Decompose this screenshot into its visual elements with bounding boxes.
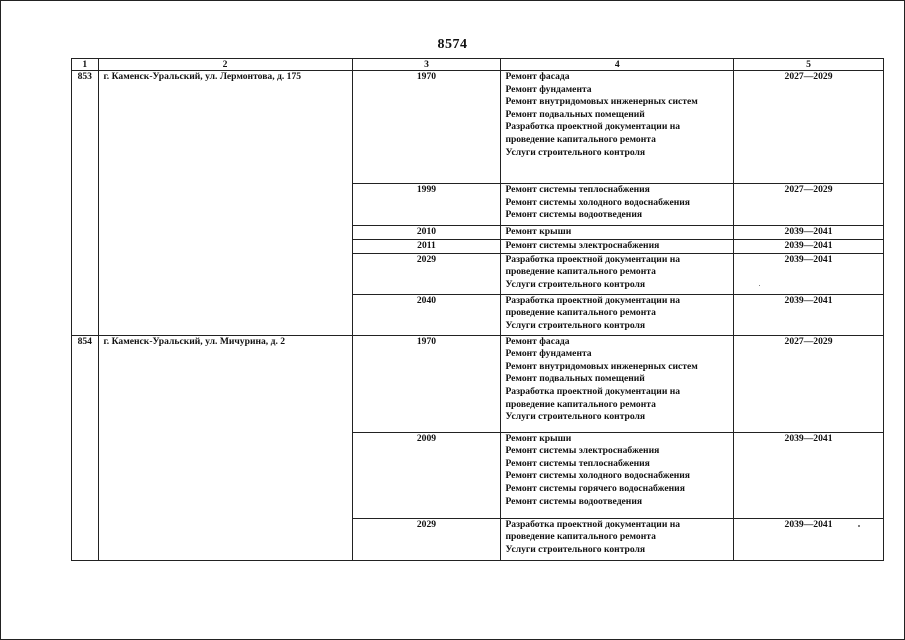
header-col-4: 4: [501, 59, 734, 71]
work-item: Ремонт системы холодного водоснабжения: [505, 470, 690, 482]
work-item: Ремонт системы холодного водоснабжения: [505, 196, 690, 208]
work-item: Ремонт фасада: [505, 71, 570, 82]
works-list: [501, 71, 734, 184]
planned-year: 2011: [352, 240, 501, 254]
repair-period: 2039—2041: [734, 294, 884, 335]
record-address: г. Каменск-Уральский, ул. Лермонтова, д. 175: [98, 71, 352, 336]
table-body: [72, 71, 884, 561]
scan-speck: [858, 525, 860, 527]
work-item: Ремонт подвальных помещений: [505, 108, 645, 120]
work-item: проведение капитального ремонта: [505, 266, 656, 278]
works-list: [501, 335, 734, 432]
table-row: [72, 71, 884, 184]
repair-period: 2039—2041: [734, 432, 884, 518]
repair-period: 2027—2029: [734, 71, 884, 184]
work-item: Услуги строительного контроля: [505, 543, 646, 555]
repair-period: 2039—2041: [734, 240, 884, 254]
work-item: Разработка проектной документации на: [505, 121, 681, 133]
works-list: [501, 184, 734, 226]
planned-year: 2029: [352, 253, 501, 294]
planned-year: 2009: [352, 432, 501, 518]
work-item: Разработка проектной документации на: [505, 253, 681, 265]
work-item: проведение капитального ремонта: [505, 133, 656, 145]
work-item: Ремонт системы электроснабжения: [505, 240, 660, 251]
planned-year: 1970: [352, 335, 501, 432]
scan-speck: [759, 285, 760, 286]
works-list: [501, 240, 734, 254]
work-item: Ремонт системы теплоснабжения: [505, 184, 650, 195]
work-item: проведение капитального ремонта: [505, 398, 656, 410]
planned-year: 2010: [352, 226, 501, 240]
work-item: Услуги строительного контроля: [505, 319, 646, 331]
work-item: Разработка проектной документации на: [505, 518, 681, 530]
repair-period: 2039—2041: [734, 518, 884, 560]
work-item: Ремонт системы горячего водоснабжения: [505, 482, 685, 494]
works-list: [501, 226, 734, 240]
header-col-3: 3: [352, 59, 501, 71]
work-item: Услуги строительного контроля: [505, 411, 646, 423]
header-col-5: 5: [734, 59, 884, 71]
works-list: [501, 518, 734, 560]
record-number: 853: [72, 71, 99, 336]
work-item: Ремонт внутридомовых инженерных систем: [505, 96, 698, 108]
planned-year: 2040: [352, 294, 501, 335]
record-number: 854: [72, 335, 99, 560]
planned-year: 2029: [352, 518, 501, 560]
work-item: Ремонт внутридомовых инженерных систем: [505, 360, 698, 372]
work-item: Ремонт системы электроснабжения: [505, 445, 660, 457]
work-item: Ремонт крыши: [505, 226, 572, 237]
repair-period: 2027—2029: [734, 184, 884, 226]
works-list: [501, 294, 734, 335]
work-item: Ремонт подвальных помещений: [505, 373, 645, 385]
repair-period: 2039—2041: [734, 226, 884, 240]
work-item: Ремонт системы теплоснабжения: [505, 457, 650, 469]
planned-year: 1999: [352, 184, 501, 226]
work-item: Ремонт фундамента: [505, 348, 592, 360]
header-row: [72, 59, 884, 71]
work-item: Услуги строительного контроля: [505, 278, 646, 290]
work-item: Ремонт крыши: [505, 432, 572, 444]
work-item: Ремонт системы водоотведения: [505, 209, 643, 221]
repair-period: 2027—2029: [734, 335, 884, 432]
header-col-2: 2: [98, 59, 352, 71]
works-list: [501, 432, 734, 518]
page-number: 8574: [437, 37, 468, 52]
work-item: проведение капитального ремонта: [505, 531, 656, 543]
work-item: Ремонт фундамента: [505, 83, 592, 95]
work-item: Разработка проектной документации на: [505, 294, 681, 306]
record-address: г. Каменск-Уральский, ул. Мичурина, д. 2: [98, 335, 352, 560]
header-col-1: 1: [72, 59, 99, 71]
work-item: Ремонт системы водоотведения: [505, 495, 643, 507]
work-item: Услуги строительного контроля: [505, 146, 646, 158]
capital-repair-table: [71, 58, 884, 561]
table-header: [72, 59, 884, 71]
work-item: Разработка проектной документации на: [505, 385, 681, 397]
planned-year: 1970: [352, 71, 501, 184]
work-item: Ремонт фасада: [505, 335, 570, 347]
repair-period: 2039—2041: [734, 253, 884, 294]
table-row: [72, 335, 884, 432]
work-item: проведение капитального ремонта: [505, 307, 656, 319]
works-list: [501, 253, 734, 294]
